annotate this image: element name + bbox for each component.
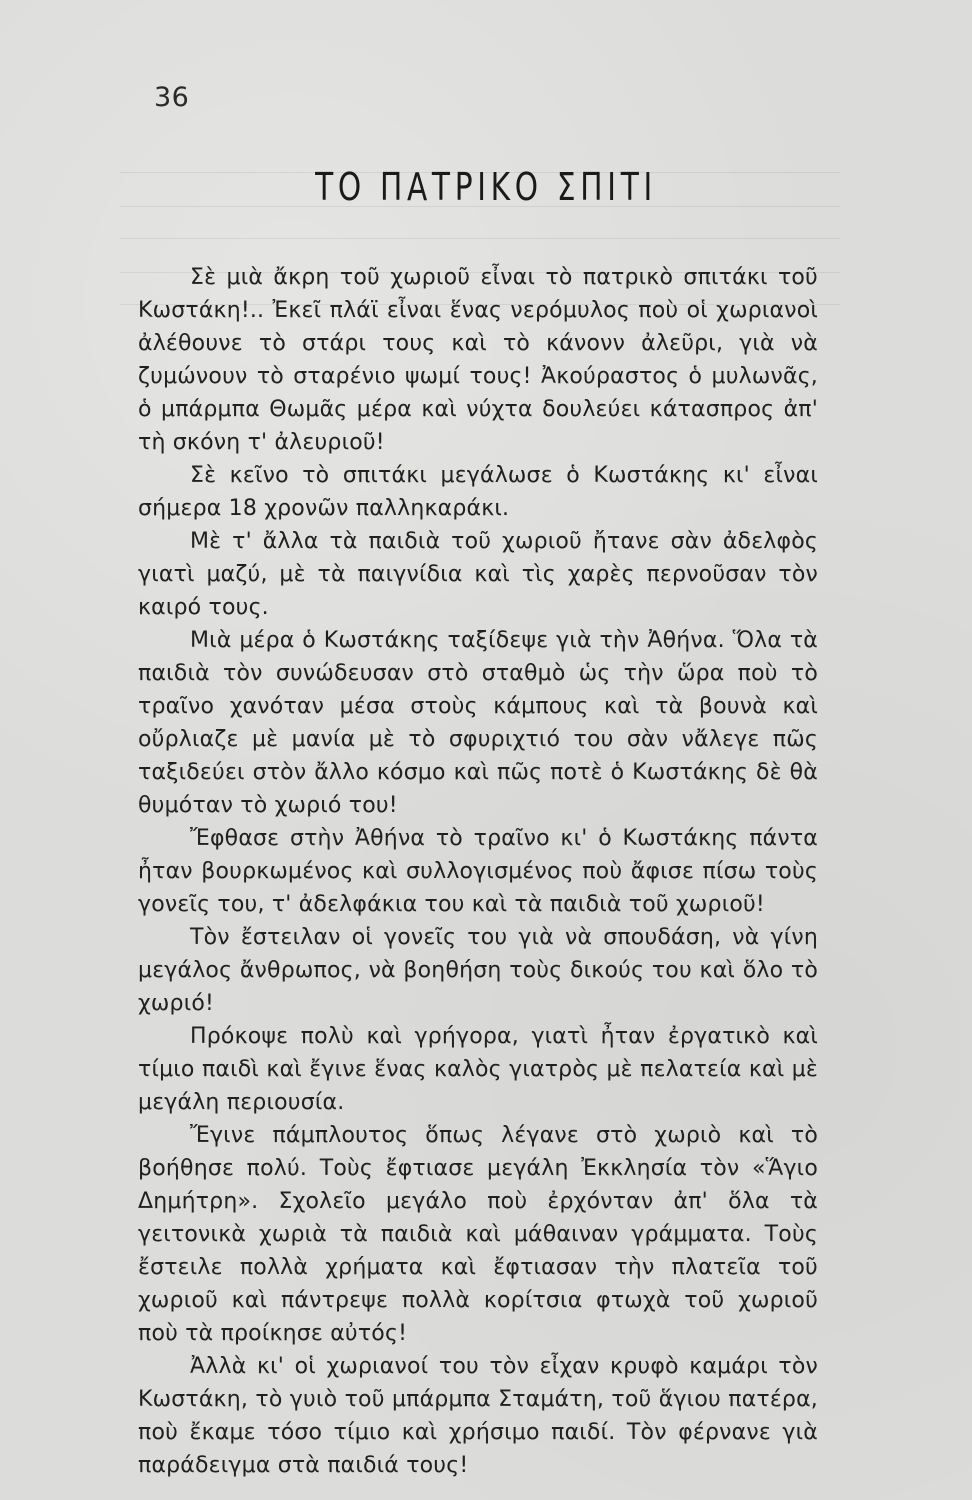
paragraph-2: Σὲ κεῖνο τὸ σπιτάκι μεγάλωσε ὁ Κωστάκης κι' εἶναι σήμερα 18 χρονῶν παλληκαράκι. [138,463,818,521]
page-number: 36 [154,82,190,113]
paragraph-8: Ἔγινε πάμπλουτος ὅπως λέγανε στὸ χωριὸ καὶ τὸ βοήθησε πολύ. Τοὺς ἔφτιασε μεγάλη Ἐκκλησία τὸν «Ἅγιο Δημήτρη». Σχολεῖο μεγάλο ποὺ ἐρχόνταν ἀπ' ὅλα τὰ γειτονικὰ χωριὰ τὰ παιδιὰ καὶ μάθαιναν γράμματα. Τοὺς ἔστειλε πολλὰ χρήματα καὶ ἔφτιασαν τὴν πλατεῖα τοῦ χωριοῦ καὶ πάντρεψε πολλὰ κορίτσια φτωχὰ τοῦ χωριοῦ ποὺ τὰ προίκησε αὐτός! [138,1123,818,1346]
paragraph-3: Μὲ τ' ἄλλα τὰ παιδιὰ τοῦ χωριοῦ ἤτανε σὰν ἀδελφὸς γιατὶ μαζύ, μὲ τὰ παιγνίδια καὶ τὶς χαρὲς περνοῦσαν τὸν καιρό τους. [138,529,818,620]
story-body [138,261,818,1482]
paragraph-5: Ἔφθασε στὴν Ἀθήνα τὸ τραῖνο κι' ὁ Κωστάκης πάντα ἦταν βουρκωμένος καὶ συλλογισμένος ποὺ ἄφισε πίσω τοὺς γονεῖς του, τ' ἀδελφάκια του καὶ τὰ παιδιὰ τοῦ χωριοῦ! [138,826,818,917]
paragraph-9: Ἀλλὰ κι' οἱ χωριανοί του τὸν εἶχαν κρυφὸ καμάρι τὸν Κωστάκη, τὸ γυιὸ τοῦ μπάρμπα Σταμάτη, τοῦ ἅγιου πατέρα, ποὺ ἔκαμε τόσο τίμιο καὶ χρήσιμο παιδί. Τὸν φέρνανε γιὰ παράδειγμα στὰ παιδιά τους! [138,1354,818,1478]
chapter-title: ΤΟ ΠΑΤΡΙΚΟ ΣΠΙΤΙ [315,165,657,209]
paragraph-7: Πρόκοψε πολὺ καὶ γρήγορα, γιατὶ ἦταν ἐργατικὸ καὶ τίμιο παιδὶ καὶ ἔγινε ἕνας καλὸς γιατρὸς μὲ πελατεία καὶ μὲ μεγάλη περιουσία. [138,1024,818,1115]
paragraph-1: Σὲ μιὰ ἄκρη τοῦ χωριοῦ εἶναι τὸ πατρικὸ σπιτάκι τοῦ Κωστάκη!.. Ἐκεῖ πλάϊ εἶναι ἕνας νερόμυλος ποὺ οἱ χωριανοὶ ἀλέθουνε τὸ στάρι τους καὶ τὸ κάνονν ἀλεῦρι, γιὰ νὰ ζυμώνουν τὸ σταρένιο ψωμί τους! Ἀκούραστος ὁ μυλωνᾶς, ὁ μπάρμπα Θωμᾶς μέρα καὶ νύχτα δουλεύει κάτασπρος ἀπ' τὴ σκόνη τ' ἀλευριοῦ! [138,265,818,455]
paragraph-4: Μιὰ μέρα ὁ Κωστάκης ταξίδεψε γιὰ τὴν Ἀθήνα. Ὅλα τὰ παιδιὰ τὸν συνώδευσαν στὸ σταθμὸ ὡς τὴν ὥρα ποὺ τὸ τραῖνο χανόταν μέσα στοὺς κάμπους καὶ τὰ βουνὰ καὶ οὔρλιαζε μὲ μανία μὲ τὸ σφυριχτιό του σὰν νἄλεγε πῶς ταξιδεύει στὸν ἄλλο κόσμο καὶ πῶς ποτὲ ὁ Κωστάκης δὲ θὰ θυμόταν τὸ χωριό του! [138,628,818,818]
paragraph-6: Τὸν ἔστειλαν οἱ γονεῖς του γιὰ νὰ σπουδάση, νὰ γίνη μεγάλος ἄνθρωπος, νὰ βοηθήση τοὺς δικούς του καὶ ὅλο τὸ χωριό! [138,925,818,1016]
